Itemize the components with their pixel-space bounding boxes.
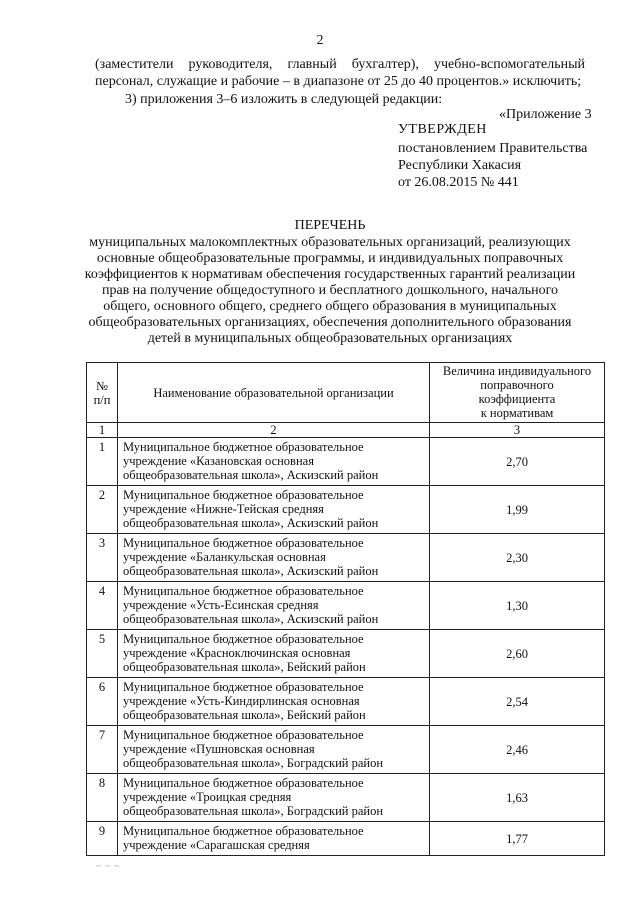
row-number: 5 bbox=[87, 630, 118, 678]
header-coefficient: Величина индивидуального поправочного коэффициента к нормативам bbox=[430, 363, 605, 423]
table-row bbox=[87, 630, 605, 678]
approved-label: УТВЕРЖДЕН bbox=[398, 122, 487, 137]
coefficient-value: 1,77 bbox=[430, 822, 605, 856]
org-name: Муниципальное бюджетное образовательное учреждение «Усть-Есинская средняя общеобразовательная школа», Аскизский район bbox=[118, 582, 430, 630]
org-name: Муниципальное бюджетное образовательное учреждение «Красноключинская основная общеобразовательная школа», Бейский район bbox=[118, 630, 430, 678]
header-number: № п/п bbox=[87, 363, 118, 423]
row-number: 7 bbox=[87, 726, 118, 774]
table-row bbox=[87, 438, 605, 486]
coefficient-value: 2,60 bbox=[430, 630, 605, 678]
page-number: 2 bbox=[316, 33, 324, 48]
title-line: общеобразовательных организациях, обеспечения дополнительного образования bbox=[88, 315, 572, 330]
org-name: Муниципальное бюджетное образовательное учреждение «Пушновская основная общеобразовательная школа», Боградский район bbox=[118, 726, 430, 774]
row-number: 1 bbox=[87, 438, 118, 486]
intro-line-1: (заместители руководителя, главный бухгалтер), учебно-вспомогательный bbox=[95, 57, 585, 72]
coefficients-table bbox=[86, 362, 605, 856]
row-number: 4 bbox=[87, 582, 118, 630]
approval-line-2: Республики Хакасия bbox=[398, 158, 522, 173]
table-row bbox=[87, 486, 605, 534]
org-name: Муниципальное бюджетное образовательное учреждение «Сарагашская средняя bbox=[118, 822, 430, 856]
coefficient-value: 1,30 bbox=[430, 582, 605, 630]
document-title bbox=[80, 218, 580, 347]
column-number: 3 bbox=[430, 423, 605, 438]
coefficient-value: 1,99 bbox=[430, 486, 605, 534]
title-line: детей в муниципальных общеобразовательных организациях bbox=[147, 331, 513, 346]
coefficient-value: 1,63 bbox=[430, 774, 605, 822]
table-row bbox=[87, 678, 605, 726]
header-org-name: Наименование образовательной организации bbox=[118, 363, 430, 423]
footer-mark: ~ ~ ~ bbox=[96, 861, 121, 871]
title-line: прав на получение общедоступного и бесплатного дошкольного, начального bbox=[101, 283, 559, 298]
coefficient-value: 2,70 bbox=[430, 438, 605, 486]
org-name: Муниципальное бюджетное образовательное учреждение «Усть-Киндирлинская основная общеобразовательная школа», Бейский район bbox=[118, 678, 430, 726]
title-line: основные общеобразовательные программы, и индивидуальных поправочных bbox=[96, 251, 564, 266]
approval-line-1: постановлением Правительства bbox=[398, 141, 588, 156]
column-number: 1 bbox=[87, 423, 118, 438]
row-number: 3 bbox=[87, 534, 118, 582]
column-number: 2 bbox=[118, 423, 430, 438]
title-line: общего, основного общего, среднего общего образования в муниципальных bbox=[103, 299, 557, 314]
table-row bbox=[87, 774, 605, 822]
table-row bbox=[87, 822, 605, 856]
row-number: 2 bbox=[87, 486, 118, 534]
coefficient-value: 2,46 bbox=[430, 726, 605, 774]
table-row bbox=[87, 534, 605, 582]
org-name: Муниципальное бюджетное образовательное учреждение «Баланкульская основная общеобразовательная школа», Аскизский район bbox=[118, 534, 430, 582]
row-number: 9 bbox=[87, 822, 118, 856]
org-name: Муниципальное бюджетное образовательное учреждение «Нижне-Тейская средняя общеобразовательная школа», Аскизский район bbox=[118, 486, 430, 534]
title-line: муниципальных малокомплектных образовательных организаций, реализующих bbox=[89, 235, 571, 250]
table-header-row bbox=[87, 363, 605, 423]
title-line: коэффициентов к нормативам обеспечения государственных гарантий реализации bbox=[84, 267, 576, 282]
table-row bbox=[87, 726, 605, 774]
appendix-label: «Приложение 3 bbox=[499, 107, 592, 122]
intro-line-2: персонал, служащие и рабочие – в диапазоне от 25 до 40 процентов.» исключить; bbox=[95, 74, 582, 89]
title-heading: ПЕРЕЧЕНЬ bbox=[294, 218, 366, 233]
column-numbers-row bbox=[87, 423, 605, 438]
org-name: Муниципальное бюджетное образовательное учреждение «Троицкая средняя общеобразовательная школа», Боградский район bbox=[118, 774, 430, 822]
row-number: 8 bbox=[87, 774, 118, 822]
coefficient-value: 2,30 bbox=[430, 534, 605, 582]
approval-line-3: от 26.08.2015 № 441 bbox=[398, 175, 519, 190]
coefficient-value: 2,54 bbox=[430, 678, 605, 726]
row-number: 6 bbox=[87, 678, 118, 726]
org-name: Муниципальное бюджетное образовательное учреждение «Казановская основная общеобразовательная школа», Аскизский район bbox=[118, 438, 430, 486]
intro-line-3: 3) приложения 3–6 изложить в следующей редакции: bbox=[125, 92, 443, 107]
table-row bbox=[87, 582, 605, 630]
